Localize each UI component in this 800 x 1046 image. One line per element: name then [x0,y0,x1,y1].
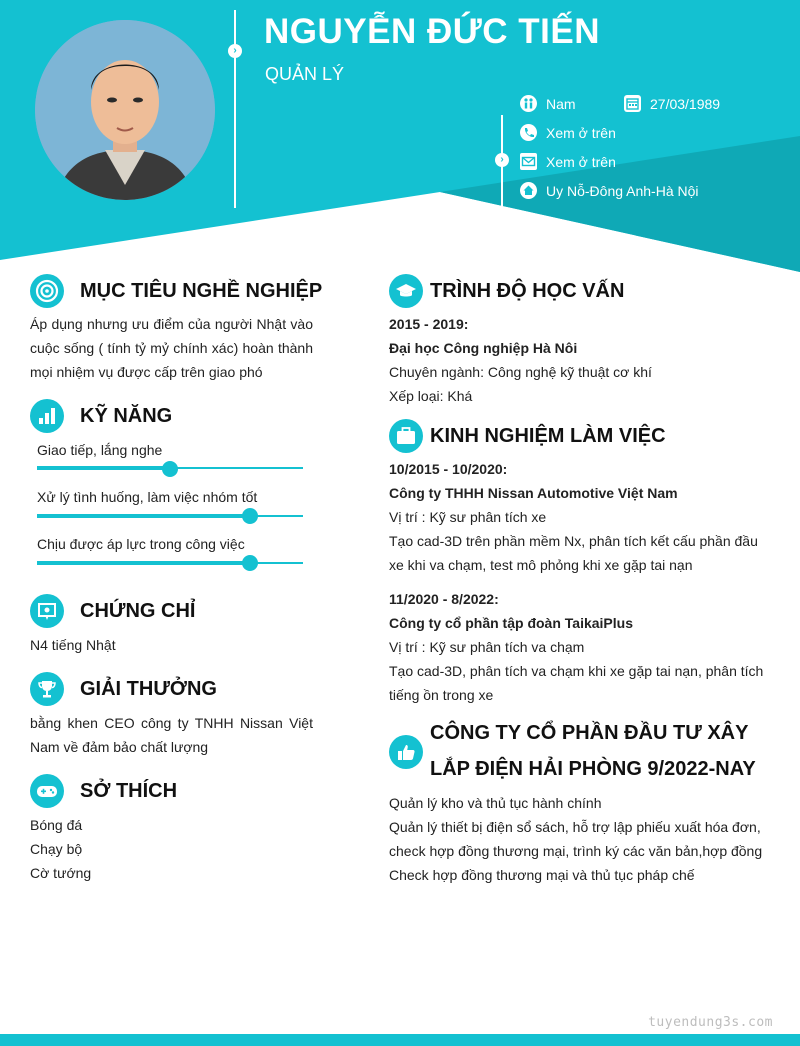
job-description: Tạo cad-3D trên phần mềm Nx, phân tích kết cấu phần đầu xe khi va chạm, test mô phỏng khi xe gặp tai nạn [389,533,758,573]
skill-label: Giao tiếp, lắng nghe [37,442,163,458]
address-row [520,182,699,199]
hobbies-title: SỞ THÍCH [80,780,178,802]
job-company: Công ty THHH Nissan Automotive Việt Nam [389,485,678,501]
current-job-title-line1: CÔNG TY CỔ PHẦN ĐẦU TƯ XÂY [430,722,749,744]
job-period: 11/2020 - 8/2022: [389,591,499,607]
education-grade: Xếp loại: Khá [389,388,473,404]
awards-title: GIẢI THƯỞNG [80,678,217,700]
trophy-icon [30,672,64,706]
email-icon [520,153,537,170]
hobby-item: Chạy bộ [30,841,83,857]
phone-value: Xem ở trên [546,124,616,141]
bar-chart-icon [30,399,64,433]
experience-title: KINH NGHIỆM LÀM VIỆC [430,425,666,447]
current-job-line: Quản lý kho và thủ tục hành chính [389,795,602,811]
current-job-line: check hợp đồng thương mại, trình ký các văn bản,hợp đồng [389,843,763,859]
address-value: Uy Nỗ-Đông Anh-Hà Nội [546,182,699,199]
target-icon [30,274,64,308]
chevron-right-icon: › [228,44,242,58]
education-period: 2015 - 2019: [389,316,469,332]
candidate-name: NGUYỄN ĐỨC TIẾN [264,12,601,51]
skill-bar-fill [37,514,250,518]
phone-row [520,124,616,141]
job-position: Vị trí : Kỹ sư phân tích xe [389,509,547,525]
current-job-line: Quản lý thiết bị điện sổ sách, hỗ trợ lập phiếu xuất hóa đơn, [389,819,761,835]
hobby-item: Cờ tướng [30,865,92,881]
education-title: TRÌNH ĐỘ HỌC VẤN [430,280,625,302]
skill-label: Xử lý tình huống, làm việc nhóm tốt [37,489,258,505]
job-period: 10/2015 - 10/2020: [389,461,508,477]
thumbs-up-icon [389,735,423,769]
job-description: Tạo cad-3D, phân tích va chạm khi xe gặp tai nạn, phân tích tiếng ồn trong xe [389,663,764,703]
job-company: Công ty cổ phần tập đoàn TaikaiPlus [389,615,633,631]
skill-bar-fill [37,466,170,470]
gender-row [520,95,576,112]
graduation-cap-icon [389,274,423,308]
skill-bar-fill [37,561,250,565]
objective-text: Áp dụng nhưng ưu điểm của người Nhật vào cuộc sống ( tính tỷ mỷ chính xác) hoàn thành mọi nhiệm vụ được cấp trên giao phó [30,316,313,380]
certificate-item: N4 tiếng Nhật [30,637,116,653]
gender-icon [520,95,537,112]
skill-level-knob [242,555,258,571]
avatar [35,20,215,200]
footer-bar [0,1034,800,1046]
chevron-right-icon: › [495,153,509,167]
education-major: Chuyên ngành: Công nghệ kỹ thuật cơ khí [389,364,652,380]
current-job-title-line2: LẮP ĐIỆN HẢI PHÒNG 9/2022-NAY [430,758,756,780]
certificates-title: CHỨNG CHỈ [80,600,196,622]
certificate-icon [30,594,64,628]
gamepad-icon [30,774,64,808]
skill-level-knob [242,508,258,524]
current-job-line: Check hợp đồng thương mại và thủ tục pháp chế [389,867,695,883]
objective-title: MỤC TIÊU NGHỀ NGHIỆP [80,280,323,302]
skill-level-knob [162,461,178,477]
job-position: Vị trí : Kỹ sư phân tích va chạm [389,639,585,655]
education-school: Đại học Công nghiệp Hà Nôi [389,340,578,356]
birthdate-row [624,95,720,112]
briefcase-icon [389,419,423,453]
calendar-icon [624,95,641,112]
skill-label: Chịu được áp lực trong công việc [37,536,245,552]
email-row [520,153,616,170]
hobby-item: Bóng đá [30,817,83,833]
awards-text: bằng khen CEO công ty TNHH Nissan Việt Nam về đảm bảo chất lượng [30,715,313,755]
header-divider-line [234,10,236,208]
skills-title: KỸ NĂNG [80,405,173,427]
birthdate-value: 27/03/1989 [650,95,721,112]
email-value: Xem ở trên [546,153,616,170]
candidate-role: QUẢN LÝ [265,64,345,84]
gender-value: Nam [546,95,576,112]
phone-icon [520,124,537,141]
home-icon [520,182,537,199]
watermark: tuyendung3s.com [648,1015,773,1030]
